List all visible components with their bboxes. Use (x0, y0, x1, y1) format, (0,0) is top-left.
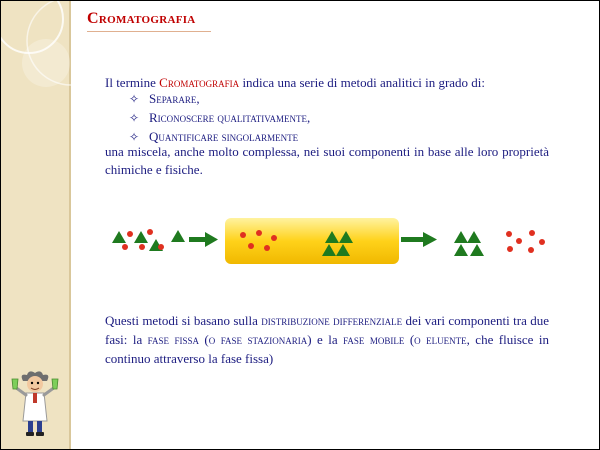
star-bullet-icon: ✧ (129, 92, 140, 106)
phases-text: dei vari componenti tra due fasi: la (105, 313, 549, 347)
description-paragraph: una miscela, anche molto complessa, nei suoi componenti in base alle loro proprietà chimiche e fisiche. (105, 144, 549, 177)
separated-dots (506, 230, 545, 253)
slide-title: Cromatografia (87, 10, 196, 27)
intro-suffix: indica una serie di metodi analitici in grado di: (239, 75, 486, 90)
right-arrow-icon (401, 232, 437, 247)
term-fase-stazionaria: o fase stazionaria (208, 332, 308, 347)
phases-paragraph (105, 311, 549, 368)
bullet-label: Separare, (149, 91, 200, 106)
right-arrow-icon (189, 232, 218, 247)
bullet-label: Quantificare singolarmente (149, 129, 299, 144)
phases-text: , che fluisce in continuo attraverso la fase fissa) (105, 332, 549, 366)
chromatography-diagram (1, 1, 599, 301)
phases-text: Questi metodi si basano sulla (105, 313, 262, 328)
star-bullet-icon: ✧ (129, 130, 140, 144)
phases-text: ( (198, 332, 209, 347)
star-bullet-icon: ✧ (129, 111, 140, 125)
separated-triangles (454, 231, 484, 256)
phases-text: ( (404, 332, 415, 347)
chromatography-column (225, 218, 399, 264)
phases-text: ) e la (307, 332, 344, 347)
term-fase-fissa: fase fissa (147, 332, 199, 347)
intro-highlight: Cromatografia (159, 75, 240, 90)
scientist-icon (9, 369, 61, 439)
term-eluente: o eluente (414, 332, 467, 347)
initial-mixture (112, 229, 185, 251)
intro-prefix: Il termine (105, 75, 160, 90)
bullet-label: Riconoscere qualitativamente, (149, 110, 311, 125)
term-fase-mobile: fase mobile (343, 332, 405, 347)
term-distribuzione: distribuzione differenziale (261, 313, 403, 328)
